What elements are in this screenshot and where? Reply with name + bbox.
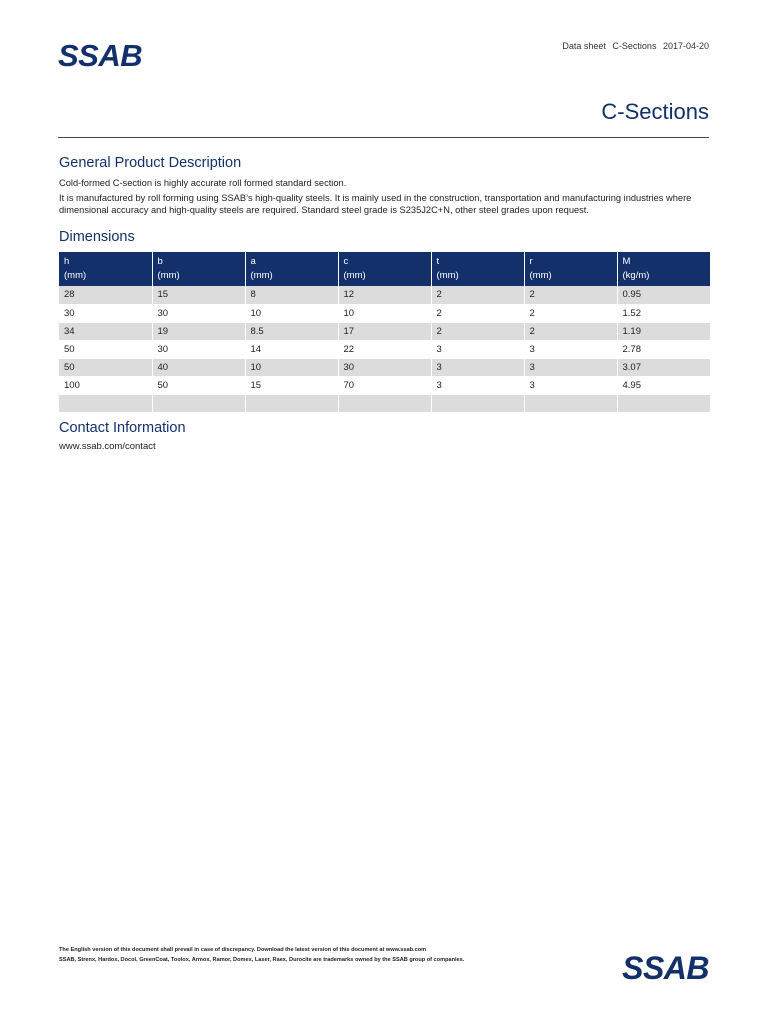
table-row: [59, 358, 710, 376]
table-cell: [59, 394, 152, 412]
doc-type: Data sheet: [562, 41, 606, 51]
table-cell: 4.95: [617, 376, 710, 394]
table-cell: 3: [524, 340, 617, 358]
table-cell: 3.07: [617, 358, 710, 376]
column-header: [245, 252, 338, 286]
table-cell: 2.78: [617, 340, 710, 358]
table-cell: 2: [431, 304, 524, 322]
description-paragraph-2: It is manufactured by roll forming using SSAB’s high-quality steels. It is mainly used in the construction, transportation and manufacturing industries where dimensional accuracy and high-quality steels are required. Standard steel grade is S235J2C+N, other steel grades upon request.: [59, 193, 692, 215]
footer-line-2: SSAB, Strenx, Hardox, Docol, GreenCoat, Toolox, Armox, Ramor, Domex, Laser, Raex, Durocite are trademarks owned by the SSAB group of companies.: [59, 956, 465, 963]
column-symbol: a: [250, 256, 256, 267]
table-cell: 3: [431, 358, 524, 376]
ssab-logo: SSAB: [58, 38, 143, 73]
table-cell: [245, 394, 338, 412]
contact-link[interactable]: www.ssab.com/contact: [59, 441, 156, 452]
column-header: [338, 252, 431, 286]
table-cell: 50: [152, 376, 245, 394]
table-cell: 30: [152, 340, 245, 358]
table-cell: 50: [59, 340, 152, 358]
table-cell: 10: [245, 358, 338, 376]
footer-line-1: The English version of this document shall prevail in case of discrepancy. Download the latest version of this document at www.ssab.com: [59, 947, 427, 953]
column-header: [524, 252, 617, 286]
table-cell: 19: [152, 322, 245, 340]
table-cell: [431, 394, 524, 412]
column-unit: (mm): [529, 270, 552, 281]
table-row: [59, 322, 710, 340]
table-row: [59, 304, 710, 322]
table-cell: 2: [524, 322, 617, 340]
table-cell: 100: [59, 376, 152, 394]
table-cell: 1.52: [617, 304, 710, 322]
column-unit: (mm): [157, 270, 180, 281]
column-symbol: b: [157, 256, 163, 267]
table-cell: 22: [338, 340, 431, 358]
column-symbol: t: [436, 256, 440, 267]
table-row: [59, 286, 710, 304]
column-unit: (mm): [436, 270, 459, 281]
table-cell: 30: [59, 304, 152, 322]
table-cell: 8: [245, 286, 338, 304]
column-unit: (mm): [250, 270, 273, 281]
table-cell: 3: [524, 358, 617, 376]
table-row: [59, 376, 710, 394]
dimensions-table: [59, 252, 710, 413]
column-unit: (mm): [64, 270, 87, 281]
column-unit: (kg/m): [622, 270, 650, 281]
table-cell: 10: [245, 304, 338, 322]
table-cell: 12: [338, 286, 431, 304]
doc-name: C-Sections: [612, 41, 657, 51]
column-symbol: M: [622, 256, 631, 267]
table-row: [59, 340, 710, 358]
column-symbol: r: [529, 256, 533, 267]
table-body: [59, 286, 710, 412]
table-cell: [338, 394, 431, 412]
column-unit: (mm): [343, 270, 366, 281]
column-header: [152, 252, 245, 286]
page-title: C-Sections: [601, 99, 709, 124]
table-cell: 8.5: [245, 322, 338, 340]
table-cell: 40: [152, 358, 245, 376]
table-cell: 14: [245, 340, 338, 358]
column-header: [59, 252, 152, 286]
table-cell: 3: [431, 376, 524, 394]
table-cell: 30: [338, 358, 431, 376]
table-header-row: [59, 252, 710, 286]
table-cell: 1.19: [617, 322, 710, 340]
table-cell: 28: [59, 286, 152, 304]
dimensions-heading: Dimensions: [59, 229, 135, 245]
header-divider: [58, 137, 709, 138]
document-meta: [558, 41, 709, 51]
doc-date: 2017-04-20: [662, 41, 709, 51]
contact-heading: Contact Information: [59, 420, 186, 436]
footer-disclaimer: [59, 946, 464, 965]
table-cell: 2: [431, 322, 524, 340]
table-cell: 17: [338, 322, 431, 340]
table-cell: 70: [338, 376, 431, 394]
table-cell: 3: [524, 376, 617, 394]
column-symbol: h: [64, 256, 70, 267]
table-cell: 2: [524, 304, 617, 322]
description-paragraph-1: Cold-formed C-section is highly accurate roll formed standard section.: [59, 178, 347, 188]
table-cell: 30: [152, 304, 245, 322]
table-cell: 0.95: [617, 286, 710, 304]
table-cell: [524, 394, 617, 412]
table-row: [59, 394, 710, 412]
ssab-logo-footer: SSAB: [622, 950, 709, 986]
table-cell: [152, 394, 245, 412]
table-cell: 34: [59, 322, 152, 340]
table-cell: 10: [338, 304, 431, 322]
table-cell: 15: [152, 286, 245, 304]
description-heading: General Product Description: [59, 155, 242, 171]
table-cell: 15: [245, 376, 338, 394]
table-cell: 50: [59, 358, 152, 376]
table-cell: 3: [431, 340, 524, 358]
table-cell: 2: [431, 286, 524, 304]
column-header: [617, 252, 710, 286]
table-cell: [617, 394, 710, 412]
column-header: [431, 252, 524, 286]
table-cell: 2: [524, 286, 617, 304]
column-symbol: c: [343, 256, 349, 267]
